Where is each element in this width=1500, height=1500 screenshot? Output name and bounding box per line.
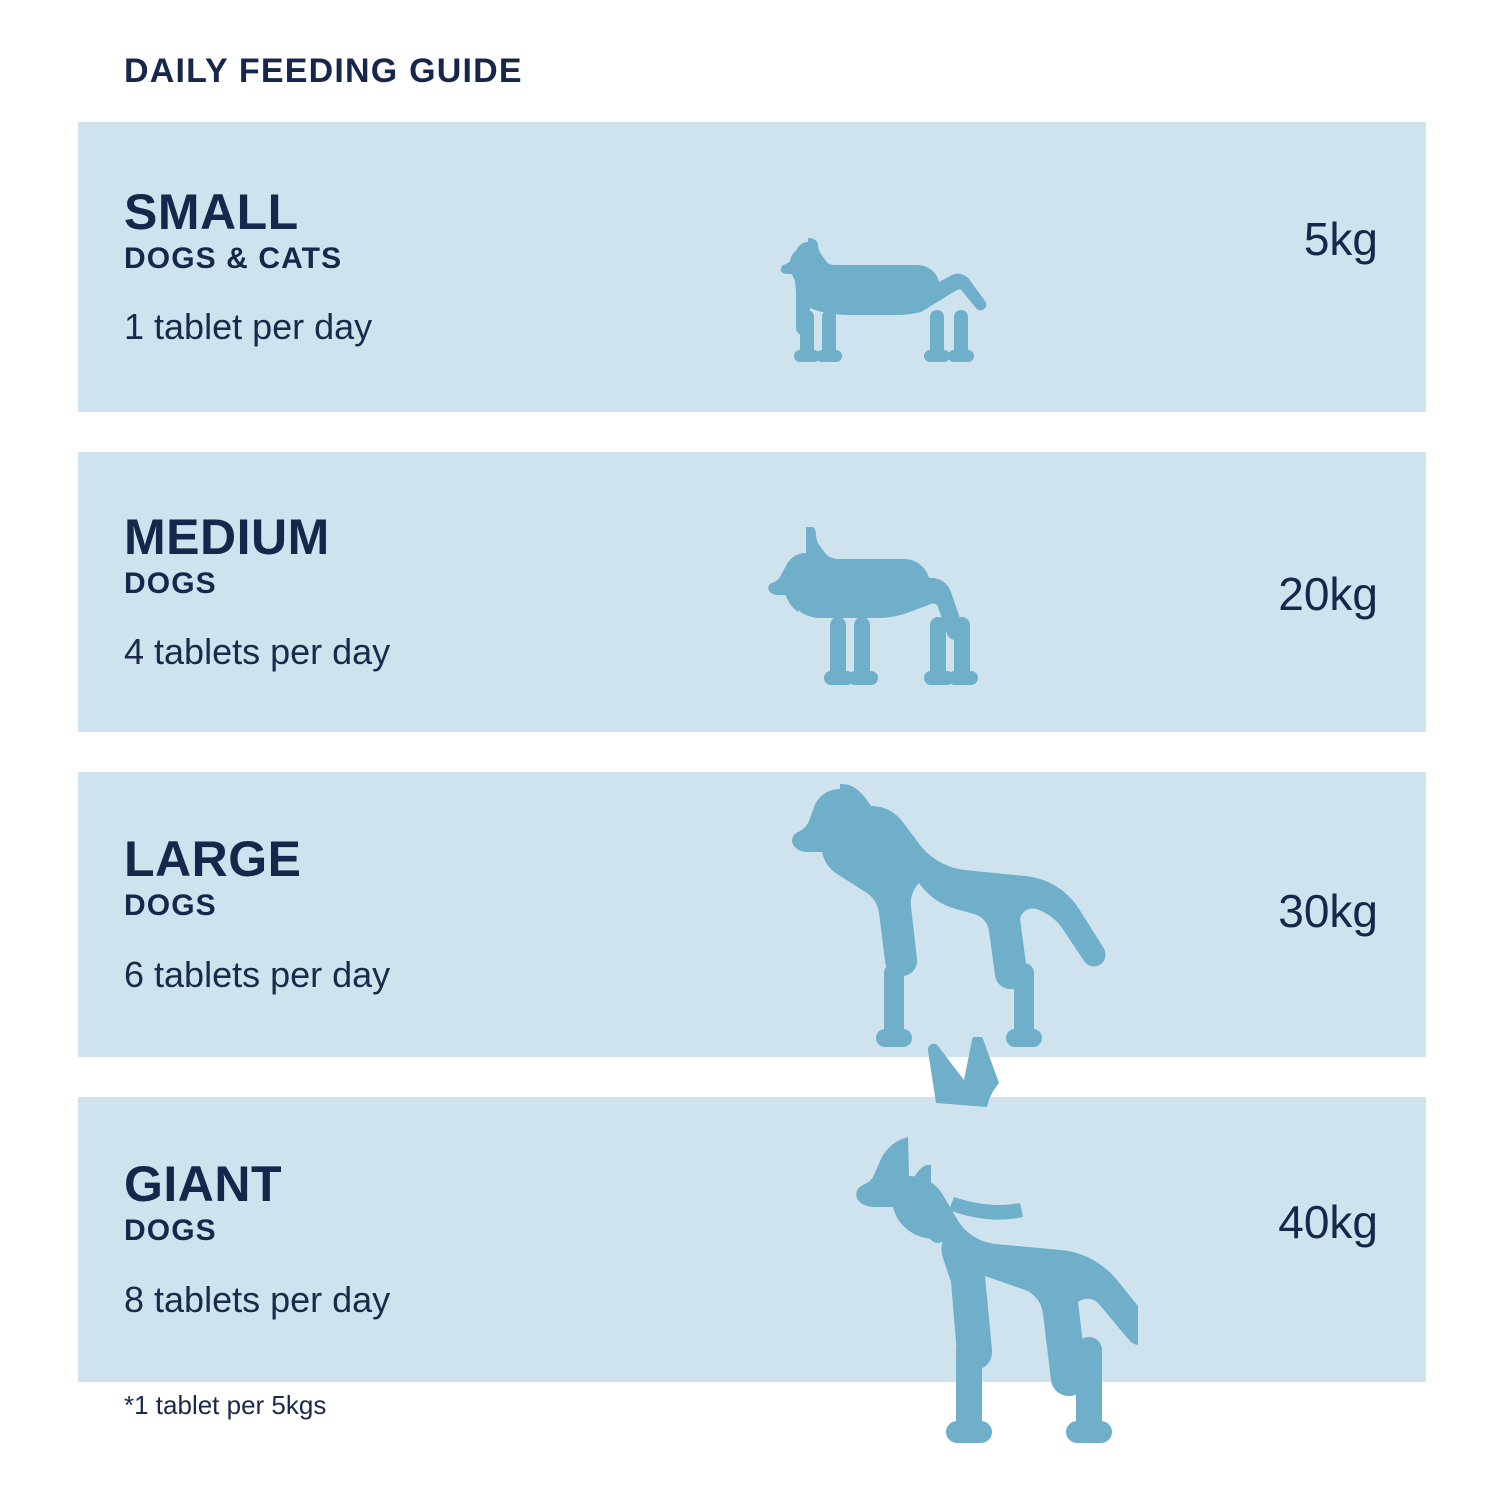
size-label: GIANT (124, 1156, 283, 1213)
dose-label: 8 tablets per day (124, 1278, 391, 1320)
dachshund-dog-icon (778, 222, 1008, 382)
page-title: DAILY FEEDING GUIDE (124, 52, 523, 90)
table-row (78, 1097, 1426, 1382)
animal-type-label: DOGS (124, 566, 217, 600)
dose-label: 1 tablet per day (124, 306, 373, 348)
size-label: MEDIUM (124, 508, 330, 565)
dose-label: 6 tablets per day (124, 953, 391, 995)
beagle-dog-icon (768, 527, 1018, 727)
greyhound-dog-icon (718, 767, 1118, 1067)
dose-label: 4 tablets per day (124, 631, 391, 673)
weight-label: 40kg (1278, 1196, 1378, 1248)
footnote: *1 tablet per 5kgs (124, 1390, 327, 1420)
animal-type-label: DOGS & CATS (124, 241, 343, 275)
great-dane-dog-icon (758, 1037, 1138, 1457)
size-label: SMALL (124, 183, 299, 240)
size-label: LARGE (124, 831, 302, 888)
feeding-rows (78, 122, 1426, 1382)
weight-label: 5kg (1303, 213, 1378, 265)
weight-label: 30kg (1278, 885, 1378, 937)
table-row (78, 772, 1426, 1057)
row-text-small (124, 122, 372, 412)
weight-label: 20kg (1278, 568, 1378, 620)
table-row (78, 122, 1426, 412)
row-text-giant (124, 1097, 390, 1382)
row-text-medium (124, 452, 390, 732)
row-text-large (124, 772, 390, 1057)
animal-type-label: DOGS (124, 889, 217, 923)
table-row (78, 452, 1426, 732)
animal-type-label: DOGS (124, 1214, 217, 1248)
